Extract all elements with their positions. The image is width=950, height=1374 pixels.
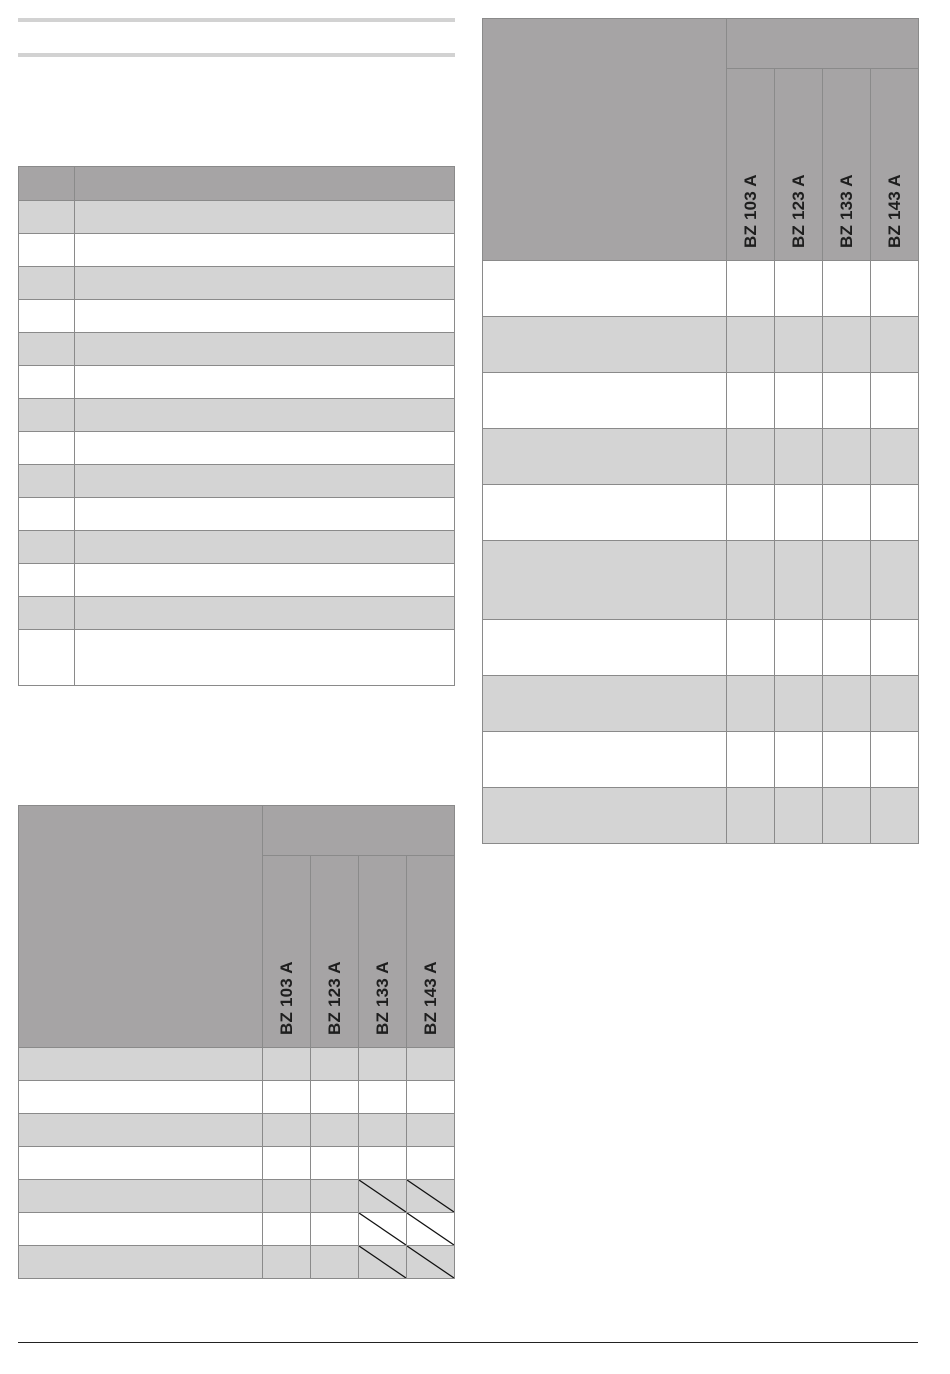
table-row <box>483 261 919 317</box>
not-available-mark <box>359 1180 407 1213</box>
header-cell-model <box>407 856 455 1048</box>
model-label: BZ 133 A <box>372 961 392 1035</box>
table-row <box>19 366 455 399</box>
header-cell-models-group <box>727 19 919 69</box>
table-row <box>19 1114 455 1147</box>
header-rule-bottom <box>18 53 455 57</box>
table-row <box>483 676 919 732</box>
header-rule-top <box>18 18 455 22</box>
not-available-mark <box>407 1213 455 1246</box>
table-header-row <box>19 167 455 201</box>
table-row <box>483 620 919 676</box>
model-label: BZ 123 A <box>788 174 808 248</box>
table-row <box>19 564 455 597</box>
table-row <box>19 1180 455 1213</box>
model-label: BZ 123 A <box>324 961 344 1035</box>
table-row <box>19 267 455 300</box>
table-row <box>483 788 919 844</box>
footer-rule <box>18 1342 918 1343</box>
table-row <box>483 541 919 620</box>
header-cell-models-group <box>263 806 455 856</box>
header-cell-description <box>75 167 455 201</box>
table-list <box>18 166 455 686</box>
model-label: BZ 143 A <box>420 961 440 1035</box>
header-cell-model <box>727 69 775 261</box>
not-available-mark <box>407 1246 455 1279</box>
header-cell-model <box>823 69 871 261</box>
header-cell-feature <box>19 806 263 1048</box>
table-row <box>19 531 455 564</box>
table-row <box>19 300 455 333</box>
model-label: BZ 133 A <box>836 174 856 248</box>
header-cell-feature <box>483 19 727 261</box>
table-header-row <box>483 19 919 69</box>
table-row <box>19 432 455 465</box>
table-row <box>19 333 455 366</box>
model-label: BZ 143 A <box>884 174 904 248</box>
table-row <box>19 1213 455 1246</box>
model-label: BZ 103 A <box>740 174 760 248</box>
table-model-matrix-bottom <box>18 805 455 1279</box>
not-available-mark <box>407 1180 455 1213</box>
table-row <box>19 399 455 432</box>
table-row <box>483 317 919 373</box>
table-header-row <box>19 806 455 856</box>
not-available-mark <box>359 1213 407 1246</box>
table-row <box>19 1081 455 1114</box>
model-label: BZ 103 A <box>276 961 296 1035</box>
table-row <box>19 234 455 267</box>
table-row <box>19 498 455 531</box>
header-cell-model <box>775 69 823 261</box>
table-row <box>19 201 455 234</box>
table-row <box>19 1048 455 1081</box>
table-model-matrix-right <box>482 18 919 844</box>
header-cell-model <box>311 856 359 1048</box>
table-row <box>19 597 455 630</box>
not-available-mark <box>359 1246 407 1279</box>
header-cell-model <box>263 856 311 1048</box>
table-row <box>483 373 919 429</box>
header-cell-number <box>19 167 75 201</box>
header-cell-model <box>359 856 407 1048</box>
table-row <box>483 732 919 788</box>
table-row <box>19 465 455 498</box>
table-row <box>483 429 919 485</box>
table-row <box>19 1246 455 1279</box>
table-row <box>19 1147 455 1180</box>
table-row <box>19 630 455 686</box>
header-cell-model <box>871 69 919 261</box>
table-row <box>483 485 919 541</box>
